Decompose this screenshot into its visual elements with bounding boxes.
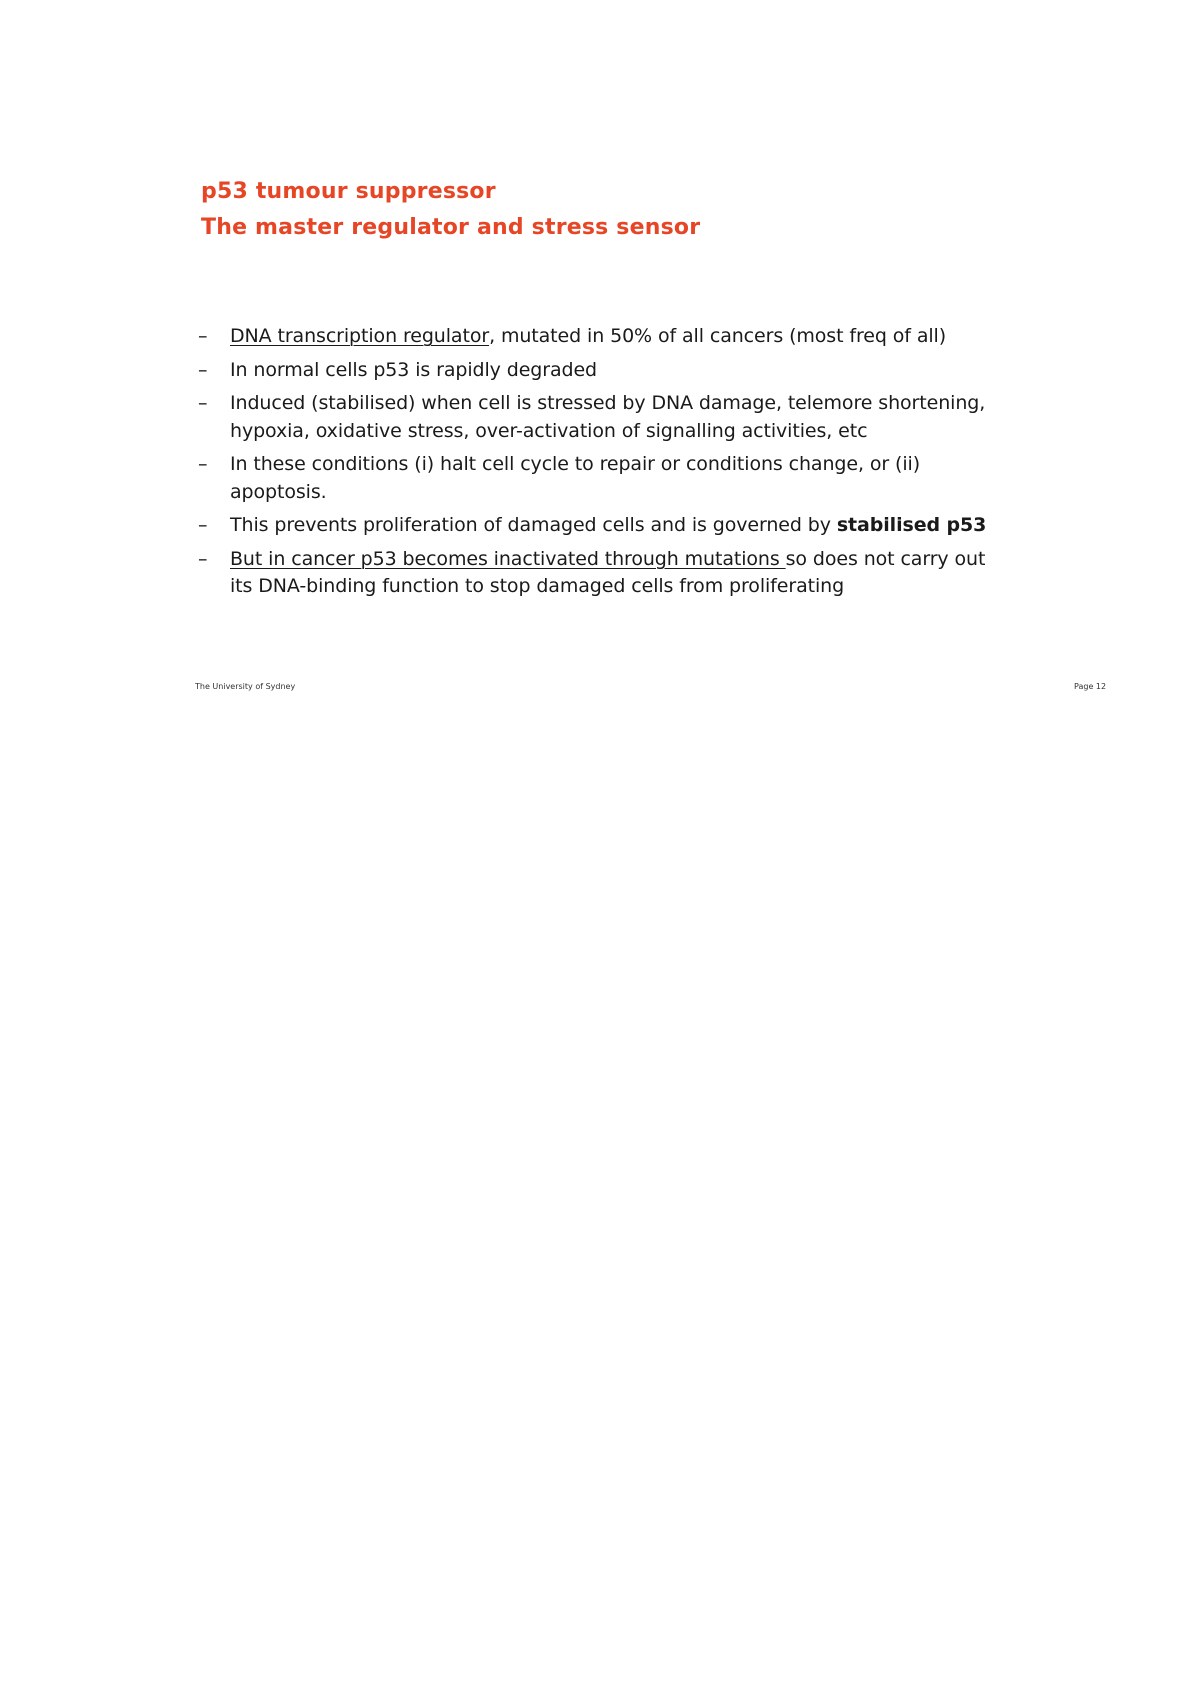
- bullet-item: [198, 390, 998, 445]
- bullet-item: [198, 451, 998, 506]
- bullet-item: [198, 323, 998, 351]
- bullet-item: [198, 546, 998, 601]
- bullet-item: [198, 512, 998, 540]
- dash-marker: –: [198, 358, 208, 381]
- footer-page-number: Page 12: [1074, 682, 1107, 691]
- bullet-text: This prevents proliferation of damaged cells and is governed by: [230, 514, 837, 536]
- underlined-text: But in cancer p53 becomes inactivated through mutations: [230, 547, 786, 570]
- bullet-text: Induced (stabilised) when cell is stressed by DNA damage, telemore shortening, hypoxia, oxidative stress, over-activation of signalling activities, etc: [230, 392, 986, 442]
- dash-marker: –: [198, 325, 208, 347]
- dash-marker: –: [198, 514, 208, 536]
- title-line-2: The master regulator and stress sensor: [201, 215, 701, 240]
- bullet-text: so does not carry out its DNA-binding function to stop damaged cells from proliferating: [230, 547, 986, 597]
- bullet-list: [198, 323, 998, 607]
- title-line-1: p53 tumour suppressor: [201, 179, 496, 204]
- slide: [0, 0, 1200, 720]
- bullet-text: , mutated in 50% of all cancers (most freq of all): [489, 325, 947, 347]
- bullet-item: [198, 357, 998, 385]
- dash-marker: –: [198, 453, 208, 475]
- footer-institution: The University of Sydney: [195, 682, 296, 691]
- bullet-text: In these conditions (i) halt cell cycle to repair or conditions change, or (ii) apoptosis.: [230, 453, 921, 503]
- bullet-text: In normal cells p53 is rapidly degraded: [230, 358, 598, 381]
- underlined-text: DNA transcription regulator: [230, 325, 490, 347]
- dash-marker: –: [198, 547, 208, 570]
- bold-text: stabilised p53: [836, 514, 987, 536]
- slide-title: [201, 174, 700, 246]
- dash-marker: –: [198, 392, 208, 414]
